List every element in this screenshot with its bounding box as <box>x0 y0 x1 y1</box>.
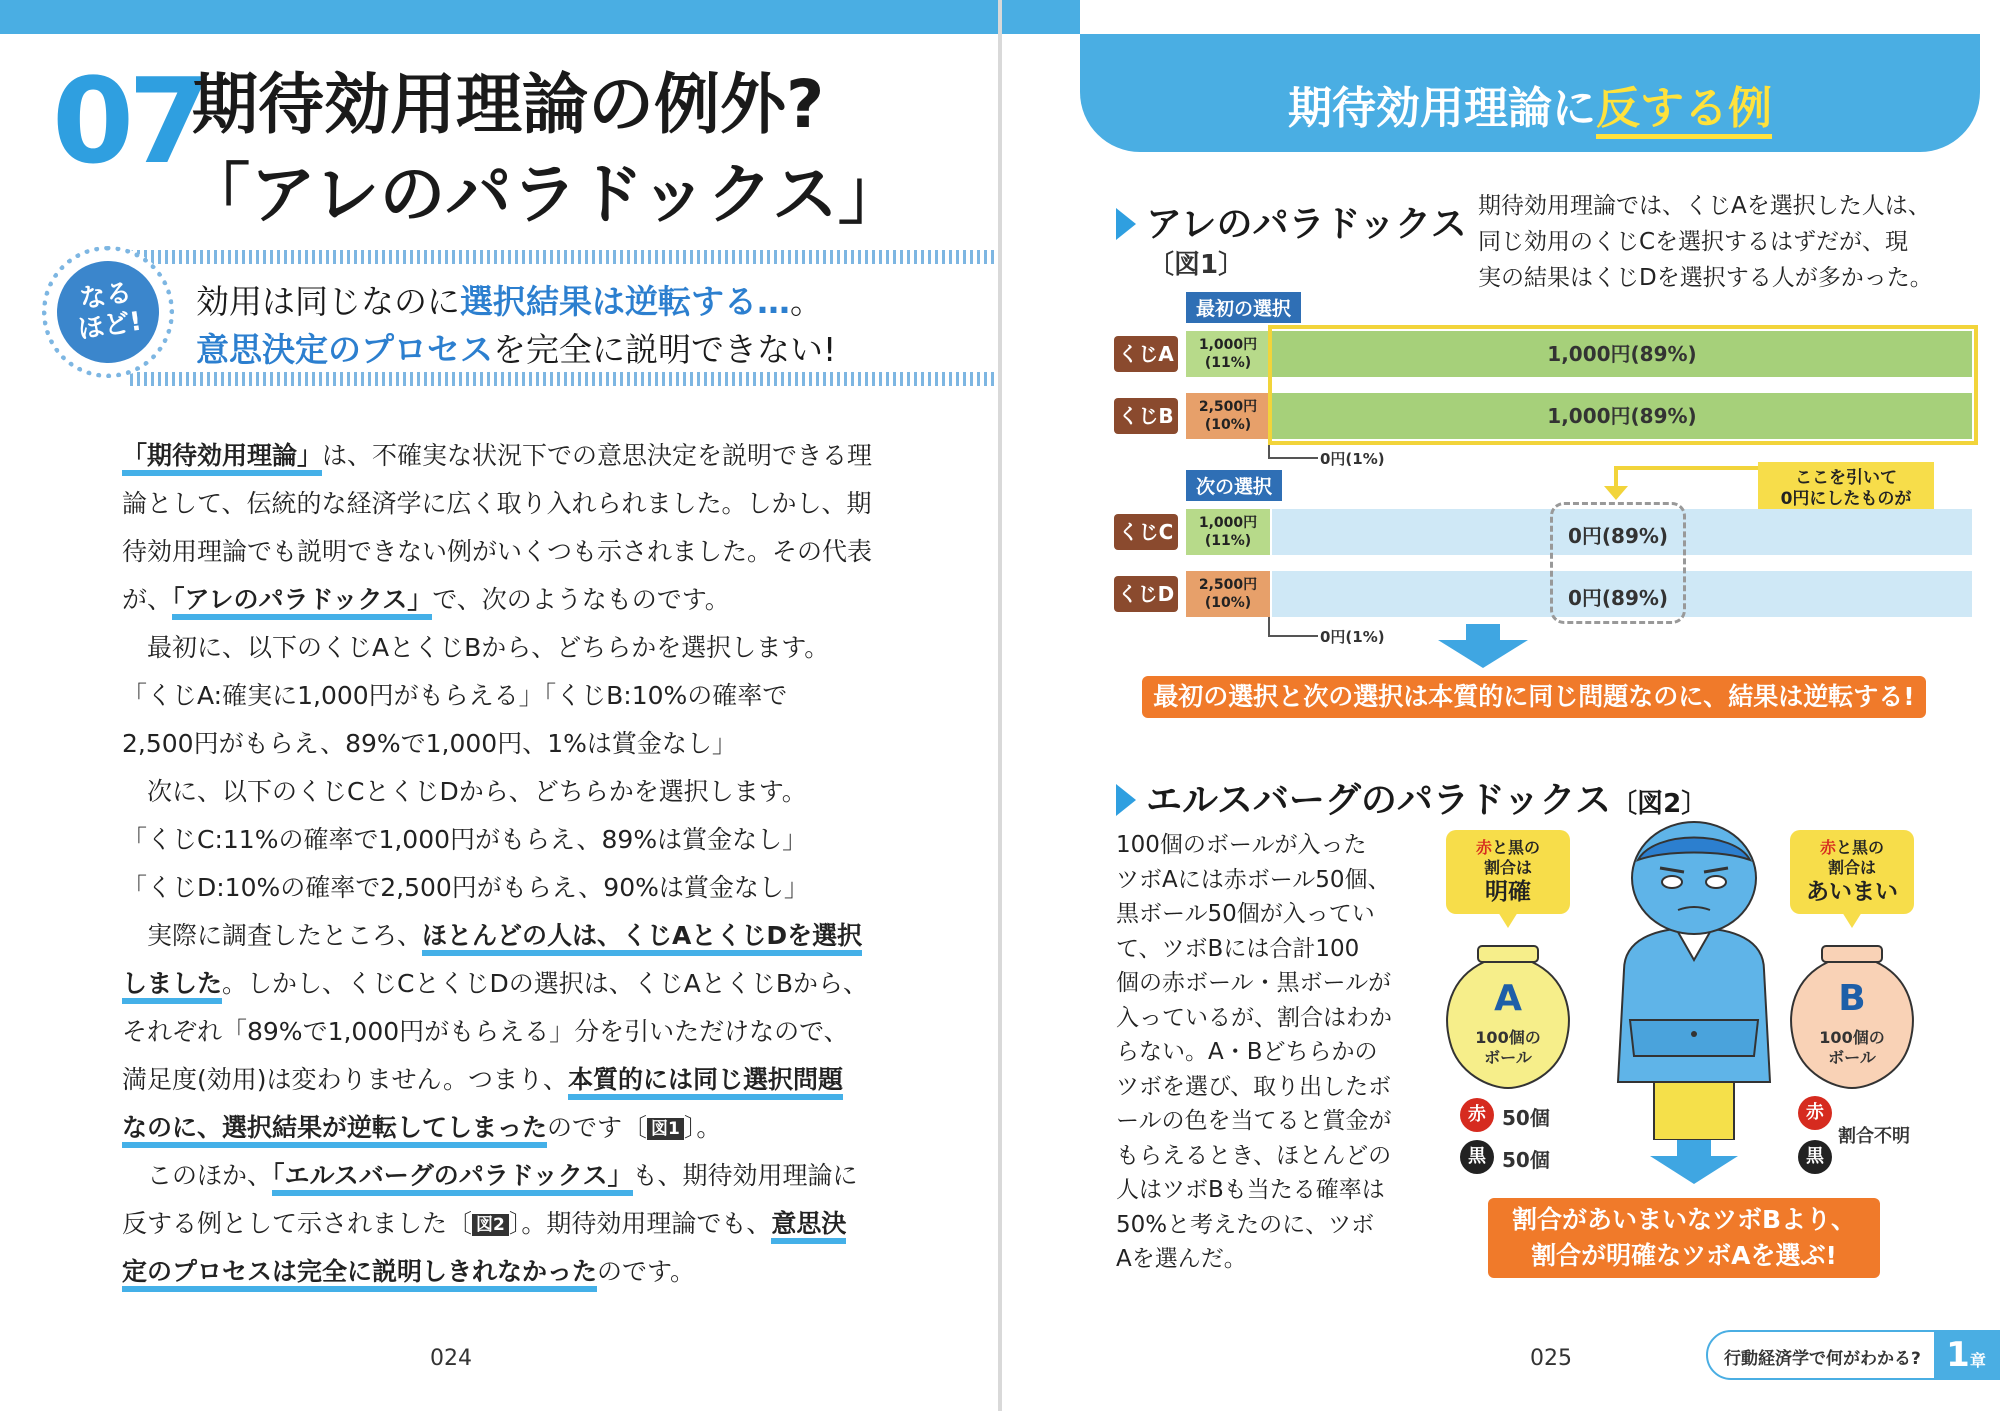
prob-pct: (11%) <box>1204 355 1252 371</box>
body-line <box>122 1104 888 1152</box>
chapter-number-digit: 1 <box>1946 1335 1970 1375</box>
body-span: このほか、 <box>147 1161 273 1190</box>
body-line <box>122 960 888 1008</box>
bubble-clear <box>1446 830 1570 914</box>
chapter-tab <box>1706 1330 2000 1380</box>
figure-label: 〔図2〕 <box>1611 789 1708 819</box>
section-header-text <box>1080 72 1980 136</box>
ellsberg-title <box>1116 772 1707 823</box>
prob-cell-a <box>1186 331 1270 377</box>
red-ball-icon: 赤 <box>1460 1098 1494 1132</box>
body-line: 最初に、以下のくじAとくじBから、どちらかを選択します。 <box>147 633 830 662</box>
bubble-tail <box>1842 912 1862 928</box>
lead-text: を完全に説明できない! <box>493 330 837 369</box>
black-ball-icon: 黒 <box>1460 1140 1494 1174</box>
naruhodo-badge <box>42 246 174 378</box>
body-span: 〕。 <box>683 1113 722 1142</box>
pot-label-line: 100個の <box>1819 1028 1885 1047</box>
body-span: も、期待効用理論に <box>632 1161 858 1190</box>
body-span: のです。 <box>597 1257 696 1286</box>
lead-text: 効用は同じなのに <box>196 282 460 321</box>
prob-amount: 2,500円 <box>1198 577 1258 593</box>
pot-label-line: ボール <box>1484 1048 1532 1067</box>
bubble-vague <box>1790 830 1914 914</box>
pot-b-label <box>1784 1028 1920 1068</box>
allais-description <box>1478 188 1978 296</box>
bubble-text: と黒の <box>1492 838 1541 857</box>
allais-title <box>1116 196 1467 247</box>
lottery-label-a: くじA <box>1114 336 1178 372</box>
body-text <box>122 432 888 1296</box>
ellsberg-text-line: 黒ボール50個が入ってい <box>1116 901 1375 927</box>
body-line: 「くじC:11%の確率で1,000円がもらえ、89%は賞金なし」 <box>122 825 808 854</box>
badge-line1: なる <box>77 277 134 315</box>
lottery-label-c: くじC <box>1114 514 1178 550</box>
ellsberg-text-line: 人はツボBも当たる確率は <box>1116 1177 1385 1203</box>
triangle-bullet-icon <box>1116 784 1136 816</box>
body-line <box>122 1056 888 1104</box>
highlight-frame <box>1268 325 1978 445</box>
chapter-tab-number <box>1934 1330 1998 1380</box>
pointer-arrow-icon <box>1604 486 1628 500</box>
ellsberg-text-line: ツボAには赤ボール50個、 <box>1116 866 1391 893</box>
lead-highlight: 意思決定のプロセス <box>196 330 493 369</box>
header-highlight: 反する例 <box>1596 83 1772 139</box>
prob-amount: 1,000円 <box>1198 515 1258 531</box>
lead-line2 <box>196 324 836 371</box>
page-number: 024 <box>430 1346 472 1371</box>
ellsberg-text-line: Aを選んだ。 <box>1116 1246 1247 1272</box>
lead-line1 <box>196 276 823 323</box>
black-ball-icon: 黒 <box>1798 1140 1832 1174</box>
badge-line2: ほど! <box>76 306 144 346</box>
ellsberg-text-line: もらえるとき、ほとんどの <box>1116 1142 1392 1169</box>
zero-note: 0円(1%) <box>1320 628 1385 646</box>
body-line <box>122 1152 888 1200</box>
first-choice-tag: 最初の選択 <box>1186 292 1301 323</box>
page-number: 025 <box>1530 1346 1572 1371</box>
body-line: それぞれ「89%で1,000円がもらえる」分を引いただけなので、 <box>122 1017 849 1046</box>
prob-amount: 1,000円 <box>1198 337 1258 353</box>
conclusion-line: 割合が明確なツボAを選ぶ! <box>1531 1241 1837 1270</box>
body-line <box>122 576 888 624</box>
body-span: のです〔 <box>547 1113 648 1142</box>
red-ball-icon: 赤 <box>1798 1096 1832 1130</box>
key-term: なのに、選択結果が逆転してしまった <box>122 1113 547 1148</box>
header-text: 期待効用理論に <box>1288 83 1596 134</box>
allais-title-text: アレのパラドックス <box>1146 204 1467 245</box>
pot-a-letter: A <box>1494 978 1522 1019</box>
chapter-number: 07 <box>52 52 205 190</box>
bar-d-value: 0円(89%) <box>1568 586 1669 610</box>
section-header <box>1080 34 1980 152</box>
right-page <box>1002 0 2000 1411</box>
ellsberg-text-line: 50%と考えたのに、ツボ <box>1116 1211 1375 1238</box>
ellsberg-text-line: 個の赤ボール・黒ボールが <box>1116 970 1392 996</box>
ellsberg-title-text: エルスバーグのパラドックス <box>1146 780 1612 821</box>
thinking-person-illustration <box>1594 820 1794 1140</box>
key-term: 意思決 <box>771 1209 846 1244</box>
prob-cell-c <box>1186 509 1270 555</box>
pot-a-label <box>1440 1028 1576 1068</box>
conclusion-line: 割合があいまいなツボBより、 <box>1511 1205 1857 1234</box>
key-term: 「期待効用理論」 <box>122 441 322 476</box>
body-span: 満足度(効用)は変わりません。つまり、 <box>122 1065 569 1094</box>
desc-line: 実の結果はくじDを選択する人が多かった。 <box>1478 265 1933 291</box>
desc-line: 期待効用理論では、くじAを選択した人は、 <box>1478 193 1931 219</box>
hatch-divider <box>130 250 998 264</box>
body-line <box>122 1200 888 1248</box>
body-span: は、不確実な状況下での意思決定を説明できる理 <box>322 441 873 470</box>
bubble-text: 割合は <box>1483 858 1532 877</box>
body-line: 論として、伝統的な経済学に広く取り入れられました。しかし、期 <box>122 489 872 518</box>
next-choice-tag: 次の選択 <box>1186 470 1282 501</box>
allais-conclusion-banner: 最初の選択と次の選択は本質的に同じ問題なのに、結果は逆転する! <box>1142 676 1926 718</box>
prob-cell-d <box>1186 571 1270 617</box>
triangle-bullet-icon <box>1116 208 1136 240</box>
top-color-bar <box>0 0 998 34</box>
bubble-main: あいまい <box>1806 879 1898 905</box>
ellsberg-text-line: ツボを選び、取り出したボ <box>1116 1073 1392 1100</box>
key-term: 本質的には同じ選択問題 <box>568 1065 843 1100</box>
bubble-tail <box>1498 912 1518 928</box>
page-title-line1: 期待効用理論の例外? <box>192 66 825 143</box>
key-term: 定のプロセスは完全に説明しきれなかった <box>122 1257 597 1292</box>
figure-ref: 図1 <box>647 1118 684 1140</box>
ellsberg-text-line: らない。A・Bどちらかの <box>1116 1039 1378 1065</box>
body-line <box>122 1248 888 1296</box>
body-line: 2,500円がもらえ、89%で1,000円、1%は賞金なし」 <box>122 729 737 758</box>
body-span: 反する例として示されました〔 <box>122 1209 473 1238</box>
body-span: で、次のようなものです。 <box>432 585 730 614</box>
hatch-divider <box>130 372 998 386</box>
ellsberg-conclusion-banner <box>1488 1198 1880 1278</box>
ellsberg-text-line: 入っているが、割合はわか <box>1116 1004 1392 1031</box>
bar-a: 1,000円(89%) <box>1272 331 1972 377</box>
prob-cell-b <box>1186 393 1270 439</box>
ellsberg-text-line: ールの色を当てると賞金が <box>1116 1108 1392 1134</box>
top-color-bar <box>1002 0 1080 34</box>
figure-ref: 図2 <box>472 1214 509 1236</box>
ellsberg-text-line: 100個のボールが入った <box>1116 832 1367 858</box>
unknown-ratio: 割合不明 <box>1838 1126 1910 1147</box>
pot-label-line: ボール <box>1828 1048 1876 1067</box>
callout-line: ここを引いて <box>1795 468 1897 488</box>
lead-highlight: 選択結果は逆転する… <box>460 282 790 321</box>
pot-label-line: 100個の <box>1475 1028 1541 1047</box>
chapter-tab-text: 行動経済学で何がわかる? <box>1724 1349 1921 1369</box>
pointer-line <box>1614 466 1618 488</box>
key-term: 「アレのパラドックス」 <box>172 585 432 620</box>
bubble-text: と黒の <box>1836 838 1885 857</box>
desc-line: 同じ効用のくじCを選択するはずだが、現 <box>1478 229 1909 255</box>
bar-c-value: 0円(89%) <box>1568 524 1669 548</box>
down-arrow-head-icon <box>1650 1156 1738 1184</box>
red-text: 赤 <box>1819 838 1836 857</box>
key-term: ほとんどの人は、くじAとくじDを選択 <box>422 921 862 956</box>
bar-b: 1,000円(89%) <box>1272 393 1972 439</box>
bubble-text: 割合は <box>1827 858 1876 877</box>
ellsberg-description <box>1116 828 1416 1277</box>
red-count: 50個 <box>1502 1106 1550 1130</box>
chapter-suffix: 章 <box>1969 1351 1986 1370</box>
key-term: 「エルスバーグのパラドックス」 <box>272 1161 633 1196</box>
prob-pct: (11%) <box>1204 533 1252 549</box>
ellsberg-text-line: て、ツボBには合計100 <box>1116 935 1360 962</box>
body-line: 「くじA:確実に1,000円がもらえる」「くじB:10%の確率で <box>122 681 788 710</box>
body-span: が、 <box>122 585 173 614</box>
lottery-label-d: くじD <box>1114 576 1178 612</box>
body-span: 実際に調査したところ、 <box>147 921 423 950</box>
body-line: 「くじD:10%の確率で2,500円がもらえ、90%は賞金なし」 <box>122 873 809 902</box>
figure-label: 〔図1〕 <box>1148 250 1245 280</box>
bubble-main: 明確 <box>1485 879 1531 905</box>
body-line <box>122 912 888 960</box>
lottery-label-b: くじB <box>1114 398 1178 434</box>
prob-pct: (10%) <box>1204 417 1252 433</box>
down-arrow-head-icon <box>1438 640 1528 668</box>
body-line <box>122 432 888 480</box>
red-text: 赤 <box>1475 838 1492 857</box>
prob-pct: (10%) <box>1204 595 1252 611</box>
black-count: 50個 <box>1502 1148 1550 1172</box>
body-span: 。しかし、くじCとくじDの選択は、くじAとくじBから、 <box>222 969 868 998</box>
body-span: 〕。期待効用理論でも、 <box>508 1209 772 1238</box>
body-line: 次に、以下のくじCとくじDから、どちらかを選択します。 <box>147 777 807 806</box>
callout-line: 0円にしたものが <box>1780 489 1912 509</box>
body-line: 待効用理論でも説明できない例がいくつも示されました。その代表 <box>122 537 873 566</box>
prob-amount: 2,500円 <box>1198 399 1258 415</box>
left-page <box>0 0 998 1411</box>
lead-text: 。 <box>790 282 823 321</box>
zero-note: 0円(1%) <box>1320 450 1385 468</box>
pot-b-letter: B <box>1838 978 1866 1019</box>
zero-leader-line <box>1268 617 1318 637</box>
page-title-line2: 「アレのパラドックス」 <box>184 156 905 233</box>
key-term: しました <box>122 969 222 1004</box>
